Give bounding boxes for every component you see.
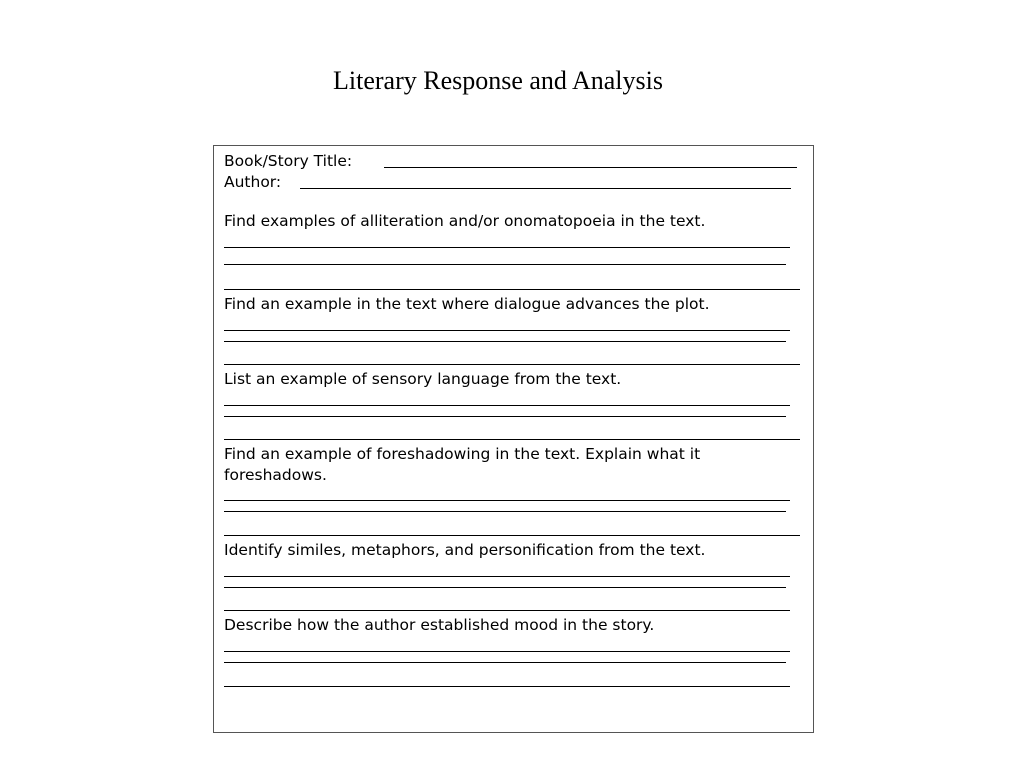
answer-line[interactable] <box>224 511 786 512</box>
book-title-blank[interactable] <box>384 167 797 168</box>
answer-line[interactable] <box>224 341 786 342</box>
prompt-figurative-language: Identify similes, metaphors, and personification from the text. <box>224 541 706 559</box>
prompt-mood: Describe how the author established mood in the story. <box>224 616 655 634</box>
author-blank[interactable] <box>300 188 791 189</box>
answer-line[interactable] <box>224 439 800 440</box>
answer-line[interactable] <box>224 686 790 687</box>
answer-line[interactable] <box>224 587 786 588</box>
book-title-label: Book/Story Title: <box>224 152 353 170</box>
answer-line[interactable] <box>224 662 786 663</box>
answer-line[interactable] <box>224 651 790 652</box>
prompt-alliteration: Find examples of alliteration and/or onomatopoeia in the text. <box>224 212 706 230</box>
answer-line[interactable] <box>224 405 790 406</box>
author-label: Author: <box>224 173 282 191</box>
answer-line[interactable] <box>224 364 800 365</box>
prompt-dialogue: Find an example in the text where dialogue advances the plot. <box>224 295 710 313</box>
prompt-sensory-language: List an example of sensory language from the text. <box>224 370 622 388</box>
answer-line[interactable] <box>224 500 790 501</box>
prompt-foreshadowing: Find an example of foreshadowing in the text. Explain what it foreshadows. <box>224 445 701 484</box>
author-field[interactable] <box>224 172 792 192</box>
book-title-field[interactable] <box>224 151 798 171</box>
answer-line[interactable] <box>224 330 790 331</box>
answer-line[interactable] <box>224 416 786 417</box>
page-title: Literary Response and Analysis <box>333 66 663 95</box>
answer-line[interactable] <box>224 610 790 611</box>
answer-line[interactable] <box>224 247 790 248</box>
answer-line[interactable] <box>224 535 800 536</box>
answer-line[interactable] <box>224 576 790 577</box>
answer-line[interactable] <box>224 289 800 290</box>
answer-line[interactable] <box>224 264 786 265</box>
